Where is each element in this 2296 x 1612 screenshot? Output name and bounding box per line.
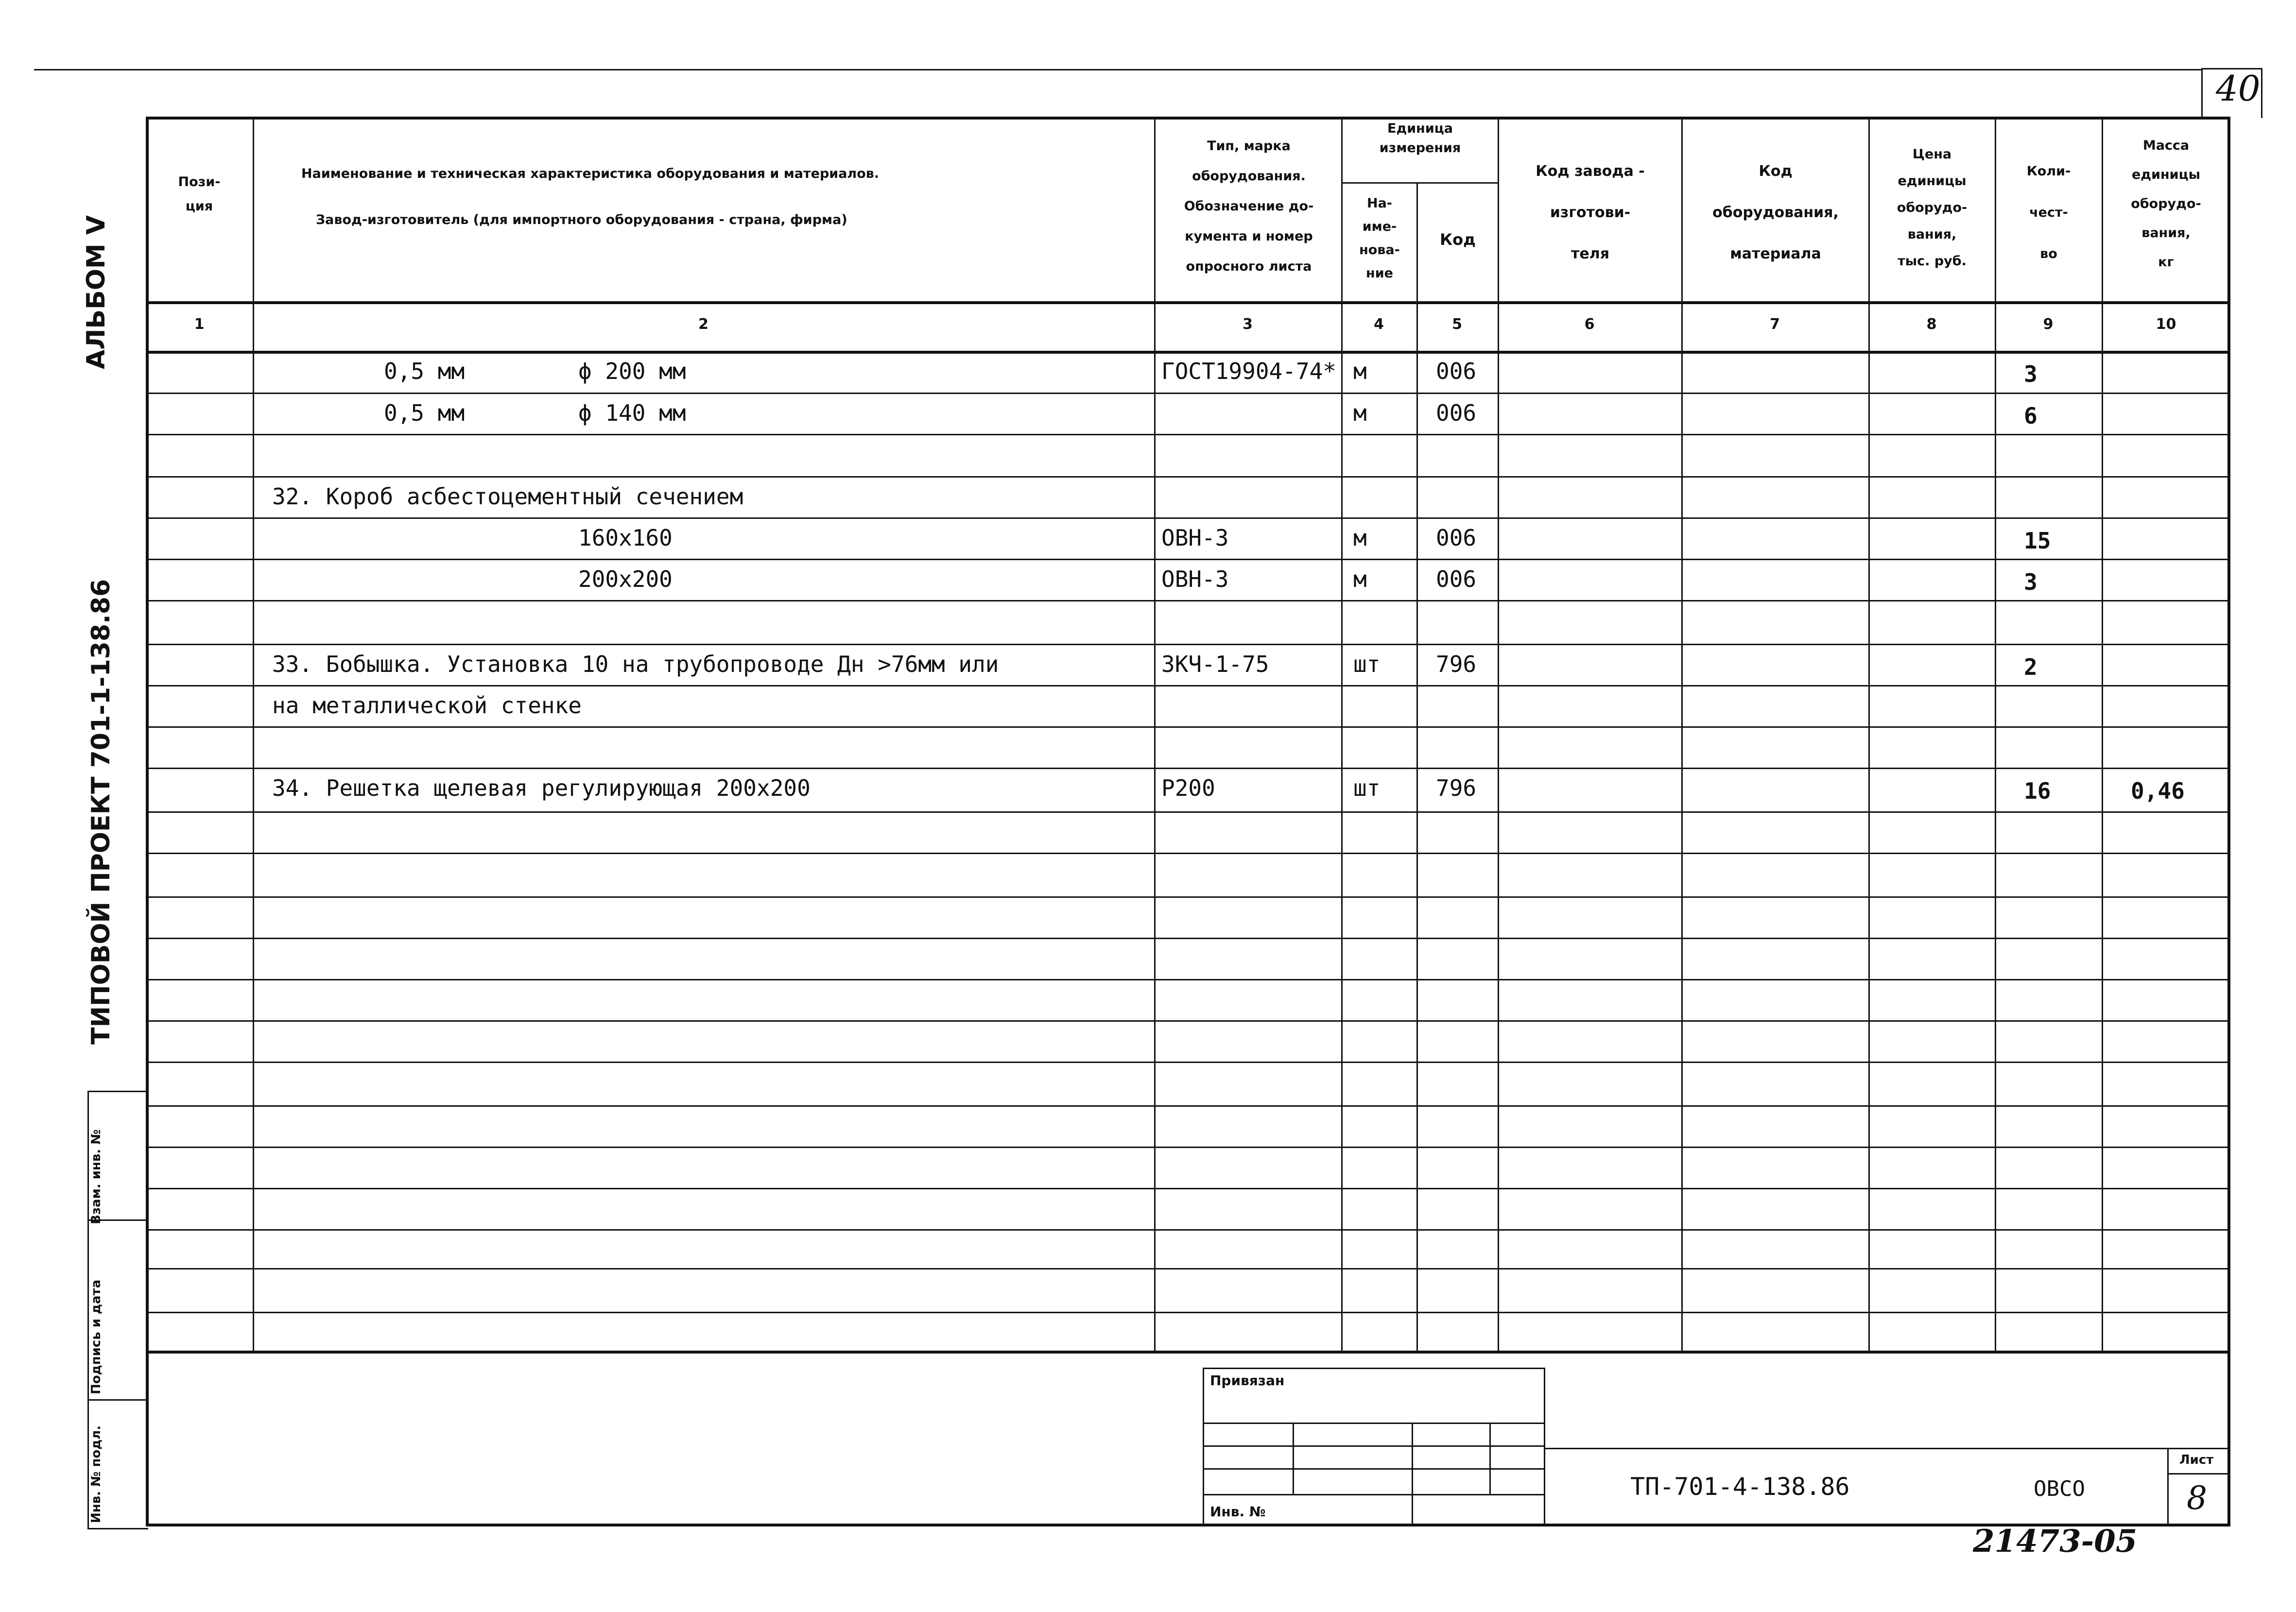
col-line-7 [1868, 117, 1870, 1351]
row-type: ОВН-3 [1161, 525, 1229, 551]
row-line [146, 938, 2230, 939]
row-unit: м [1353, 566, 1367, 592]
row-line [146, 896, 2230, 898]
col-line-1 [253, 117, 254, 1351]
row-unit: шт [1353, 775, 1381, 801]
stamp-line [1203, 1468, 1545, 1470]
privyazan-box [1203, 1368, 1545, 1526]
row-line [146, 644, 2230, 645]
row-line [146, 1188, 2230, 1189]
row-line [146, 1105, 2230, 1107]
row-unit-code: 796 [1436, 651, 1477, 677]
row-name: 33. Бобышка. Установка 10 на трубопроводе Дн >76мм или [272, 651, 999, 677]
section-code: ОВСО [2034, 1476, 2085, 1501]
header-name-line2: Завод-изготовитель (для импортного оборудования - страна, фирма) [316, 212, 847, 227]
header-quantity: Коли- чест- во [2026, 164, 2071, 261]
column-number: 4 [1374, 316, 1384, 333]
header-unit-code: Код [1440, 230, 1476, 249]
row-line [146, 1062, 2230, 1063]
column-number: 7 [1770, 316, 1780, 333]
row-type: ОВН-3 [1161, 566, 1229, 592]
top-rule [34, 69, 2201, 70]
row-name: 0,5 мм [384, 400, 465, 426]
side-row-line [87, 1528, 148, 1529]
page-number: 40 [2216, 68, 2261, 109]
row-type: ГОСТ19904-74* [1161, 358, 1337, 384]
row-line [146, 517, 2230, 519]
row-unit: м [1353, 358, 1367, 384]
header-price: Цена единицы оборудо- вания, тыс. руб. [1897, 147, 1968, 269]
side-inv-original: Инв. № подл. [89, 1425, 104, 1523]
stamp-line [1203, 1423, 1545, 1424]
header-position: Пози- ция [178, 174, 221, 214]
header-type: Тип, марка оборудования. Обозначение до- кумента и номер опросного листа [1184, 138, 1314, 274]
side-project: ТИПОВОЙ ПРОЕКТ 701-1-138.86 [86, 579, 116, 1045]
unit-subheader-line [1341, 182, 1498, 184]
row-quantity: 15 [2024, 528, 2051, 554]
stamp-line [1203, 1445, 1545, 1447]
row-name: 160х160 [578, 525, 673, 551]
column-number: 8 [1926, 316, 1937, 333]
row-unit-code: 006 [1436, 400, 1477, 426]
row-quantity: 3 [2024, 569, 2037, 595]
row-unit-code: 006 [1436, 566, 1477, 592]
row-line [146, 600, 2230, 601]
stamp-col-line [1412, 1423, 1413, 1526]
col-line-3 [1341, 117, 1343, 1351]
col-line-8 [1995, 117, 1996, 1351]
sheet-col-line [2167, 1448, 2169, 1526]
column-number: 10 [2156, 316, 2176, 333]
row-name: 32. Короб асбестоцементный сечением [272, 483, 743, 510]
row-line [146, 1312, 2230, 1313]
stamp-line [1203, 1494, 1545, 1495]
sheet-number: 8 [2187, 1479, 2207, 1517]
side-row-line [87, 1091, 148, 1092]
row-line [146, 685, 2230, 686]
column-number: 1 [194, 316, 205, 333]
stamp-col-line [1293, 1423, 1294, 1494]
colnum-bottom-line [146, 351, 2230, 354]
column-number: 2 [698, 316, 708, 333]
header-equipment-code: Код оборудования, материала [1712, 163, 1839, 262]
header-unit: Единица измерения [1379, 121, 1461, 155]
inv-no-label: Инв. № [1210, 1504, 1266, 1520]
archive-number: 21473-05 [1973, 1523, 2138, 1560]
header-unit-name: На- име- нова- ние [1359, 196, 1400, 281]
side-album: АЛЬБОМ V [82, 215, 111, 369]
row-line [146, 559, 2230, 560]
row-line [146, 393, 2230, 394]
row-line [146, 1147, 2230, 1148]
row-line [146, 1020, 2230, 1022]
row-quantity: 16 [2024, 778, 2051, 804]
header-mass: Масса единицы оборудо- вания, кг [2131, 138, 2201, 270]
row-unit: шт [1353, 651, 1381, 677]
stamp-col-line [1489, 1423, 1491, 1494]
col-line-4 [1416, 182, 1418, 1351]
title-block-top [1545, 1448, 2230, 1449]
row-unit-code: 006 [1436, 525, 1477, 551]
row-name: 200х200 [578, 566, 673, 592]
row-name: 34. Решетка щелевая регулирующая 200х200 [272, 775, 811, 801]
row-unit: м [1353, 525, 1367, 551]
row-type: Р200 [1161, 775, 1215, 801]
column-number: 9 [2043, 316, 2054, 333]
row-line [146, 476, 2230, 478]
row-line [146, 1268, 2230, 1269]
row-line [146, 853, 2230, 854]
row-line [146, 768, 2230, 769]
row-line [146, 434, 2230, 435]
row-line [146, 726, 2230, 728]
row-mass: 0,46 [2131, 778, 2185, 804]
side-inv-replace: Взам. инв. № [89, 1129, 104, 1224]
row-quantity: 3 [2024, 361, 2037, 387]
row-name: на металлической стенке [272, 692, 582, 719]
side-col-line [87, 1091, 89, 1528]
col-line-2 [1154, 117, 1156, 1351]
column-number: 5 [1452, 316, 1462, 333]
row-line [146, 979, 2230, 980]
col-line-6 [1681, 117, 1683, 1351]
row-name: 0,5 мм [384, 358, 465, 384]
header-factory-code: Код завода - изготови- теля [1536, 163, 1645, 262]
doc-code: ТП-701-4-138.86 [1630, 1473, 1850, 1501]
header-name-line1: Наименование и техническая характеристика оборудования и материалов. [301, 166, 880, 181]
col-line-9 [2102, 117, 2103, 1351]
side-signature-date: Подпись и дата [89, 1279, 104, 1394]
row-type: ЗКЧ-1-75 [1161, 651, 1269, 677]
row-quantity: 6 [2024, 403, 2037, 429]
side-row-line [87, 1399, 148, 1401]
row-line [146, 811, 2230, 813]
sheet-label-line [2167, 1473, 2230, 1475]
column-number: 3 [1243, 316, 1253, 333]
row-name-extra: ϕ 200 мм [578, 358, 686, 384]
row-unit-code: 796 [1436, 775, 1477, 801]
row-line [146, 1229, 2230, 1231]
privyazan-label: Привязан [1210, 1372, 1285, 1389]
col-line-5 [1498, 117, 1499, 1351]
row-unit-code: 006 [1436, 358, 1477, 384]
row-unit: м [1353, 400, 1367, 426]
row-name-extra: ϕ 140 мм [578, 400, 686, 426]
side-row-line [87, 1219, 148, 1221]
row-line [146, 1351, 2230, 1354]
row-quantity: 2 [2024, 654, 2037, 680]
sheet-label: Лист [2179, 1453, 2214, 1467]
column-number: 6 [1584, 316, 1595, 333]
header-bottom-line [146, 301, 2230, 304]
